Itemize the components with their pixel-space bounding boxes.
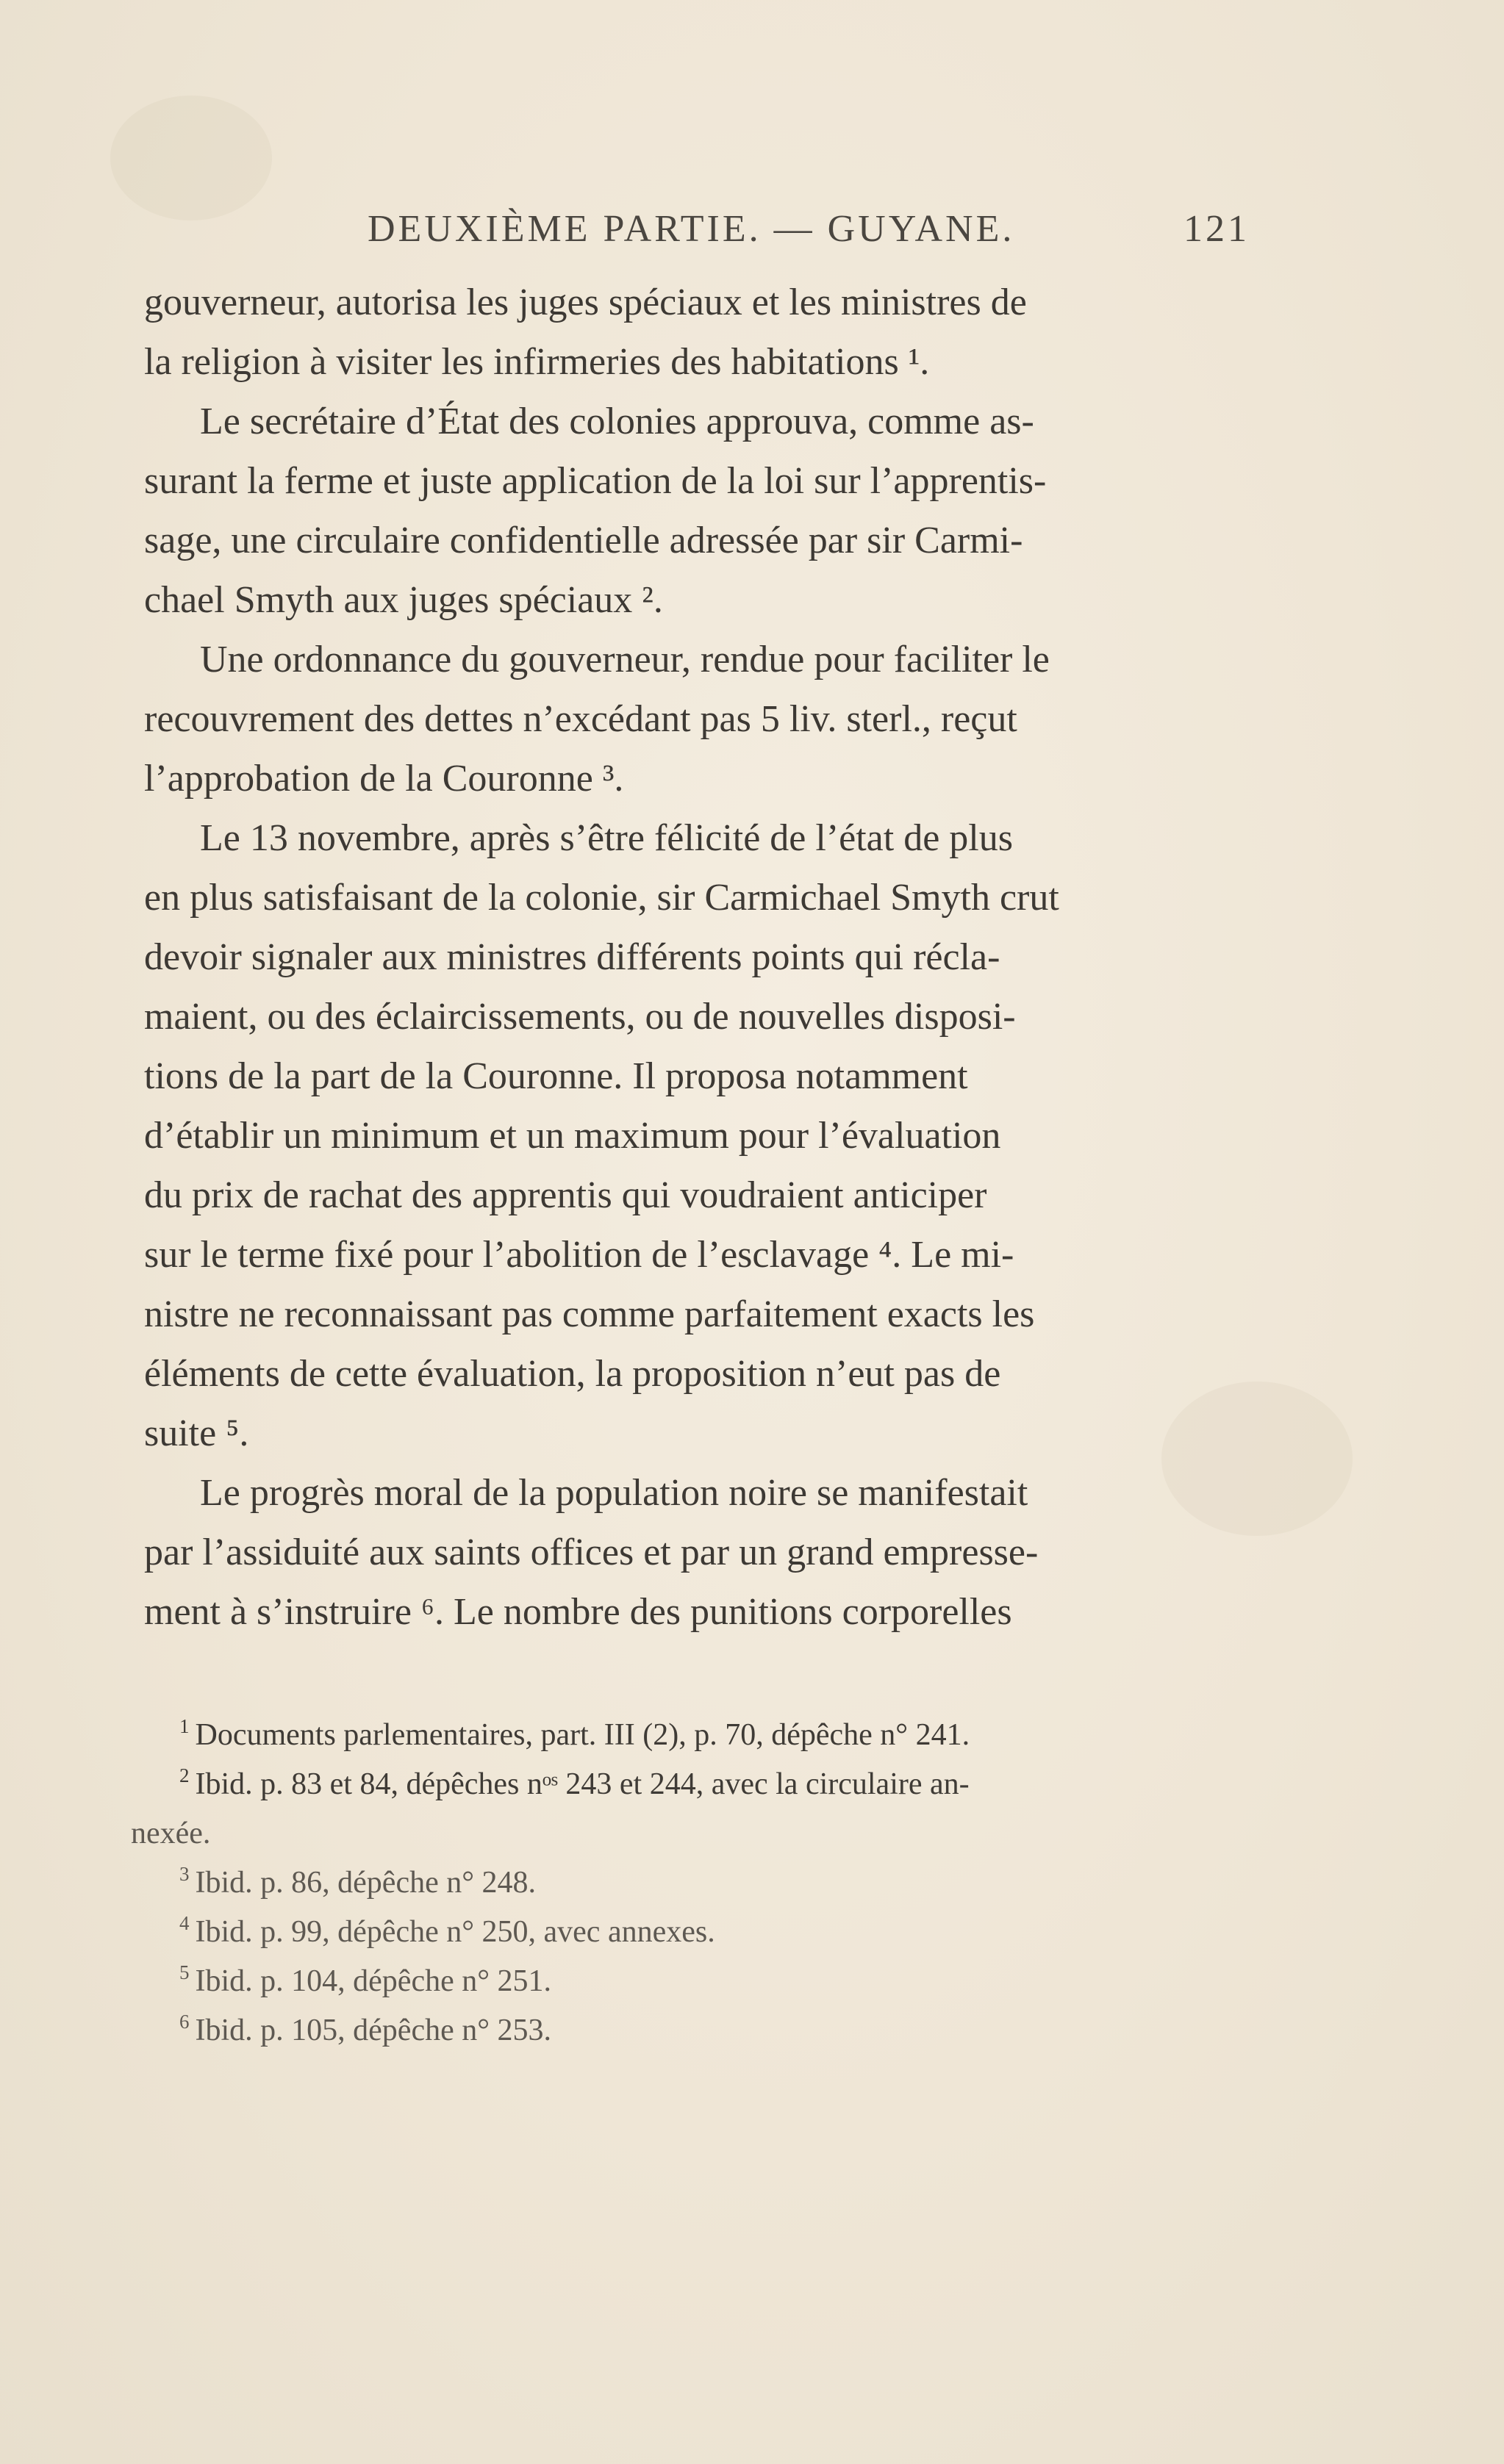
text-line: par l’assiduité aux saints offices et par un grand empresse- [144, 1531, 1039, 1573]
text-line: Le secrétaire d’État des colonies approuva, comme as- [200, 401, 1034, 442]
text-line: sage, une circulaire confidentielle adressée par sir Carmi- [144, 520, 1023, 561]
footnote-number: 1 [179, 1715, 190, 1737]
footnote-text: Documents parlementaires, part. III (2), p. 70, dépêche n° 241. [195, 1718, 970, 1752]
footnote-text: Ibid. p. 99, dépêche n° 250, avec annexes. [195, 1915, 715, 1949]
text-line: du prix de rachat des apprentis qui voudraient anticiper [144, 1174, 987, 1216]
footnote-text: Ibid. p. 83 et 84, dépêches nᵒˢ 243 et 244, avec la circulaire an- [195, 1767, 970, 1801]
text-line: la religion à visiter les infirmeries des habitations ¹. [144, 341, 930, 383]
text-line: éléments de cette évaluation, la proposition n’eut pas de [144, 1353, 1001, 1395]
text-line: en plus satisfaisant de la colonie, sir Carmichael Smyth crut [144, 877, 1059, 919]
text-line: maient, ou des éclaircissements, ou de nouvelles disposi- [144, 996, 1016, 1038]
footnote-text: nexée. [131, 1817, 211, 1850]
footnote-text: Ibid. p. 105, dépêche n° 253. [195, 2014, 552, 2047]
text-line: surant la ferme et juste application de la loi sur l’apprentis- [144, 460, 1047, 502]
text-line: Le 13 novembre, après s’être félicité de l’état de plus [200, 817, 1013, 859]
running-header [368, 207, 1250, 251]
text-line: devoir signaler aux ministres différents points qui récla- [144, 936, 1000, 978]
footnote-text: Ibid. p. 86, dépêche n° 248. [195, 1866, 537, 1900]
text-line: chael Smyth aux juges spéciaux ². [144, 579, 663, 621]
footnote-number: 2 [179, 1764, 190, 1786]
text-line: tions de la part de la Couronne. Il proposa notamment [144, 1055, 968, 1097]
text-line: d’établir un minimum et un maximum pour l’évaluation [144, 1115, 1001, 1157]
text-line: ment à s’instruire ⁶. Le nombre des punitions corporelles [144, 1591, 1012, 1633]
text-line: nistre ne reconnaissant pas comme parfaitement exacts les [144, 1293, 1035, 1335]
footnote-continuation [131, 1809, 1241, 1858]
text-line: Une ordonnance du gouverneur, rendue pour faciliter le [200, 639, 1050, 680]
footnote-number: 4 [179, 1912, 190, 1934]
footnote [131, 1908, 1241, 1957]
text-line: sur le terme fixé pour l’abolition de l’esclavage ⁴. Le mi- [144, 1234, 1014, 1276]
text-line: gouverneur, autorisa les juges spéciaux et les ministres de [144, 281, 1027, 323]
footnote [131, 1711, 1241, 1760]
paper-stain [110, 96, 272, 220]
text-line: Le progrès moral de la population noire se manifestait [200, 1472, 1028, 1514]
footnote [131, 1760, 1241, 1809]
running-title: DEUXIÈME PARTIE. — GUYANE. [368, 208, 1015, 250]
footnote [131, 2006, 1241, 2055]
footnote [131, 1858, 1241, 1908]
footnote-number: 6 [179, 2011, 190, 2033]
footnotes [131, 1711, 1241, 2055]
text-line: l’approbation de la Couronne ³. [144, 758, 624, 800]
footnote-number: 3 [179, 1863, 190, 1885]
page-number: 121 [1183, 208, 1250, 250]
text-line: recouvrement des dettes n’excédant pas 5 liv. sterl., reçut [144, 698, 1017, 740]
footnote-number: 5 [179, 1961, 190, 1983]
footnote-text: Ibid. p. 104, dépêche n° 251. [195, 1964, 552, 1998]
body-text [144, 273, 1242, 1642]
text-line: suite ⁵. [144, 1412, 249, 1454]
footnote [131, 1957, 1241, 2006]
